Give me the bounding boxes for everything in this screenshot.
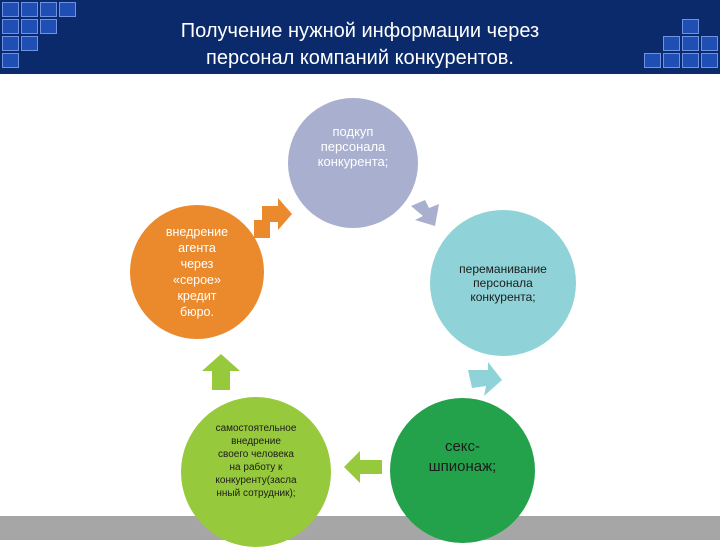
slide-title: Получение нужной информации через персонал компаний конкурентов. — [180, 20, 540, 69]
node-bribery — [288, 98, 418, 228]
node-sex-espionage-label: секс- шпионаж; — [428, 437, 497, 475]
node-planted-employee — [181, 397, 331, 547]
node-planted-employee-label: самостоятельное внедрение своего человека на работу к конкуренту(засла нный сотрудник); — [215, 423, 297, 499]
node-bribery-label: подкуп персонала конкурента; — [317, 123, 389, 169]
node-poaching-label: переманивание персонала конкурента; — [459, 262, 547, 304]
arrow-bottom-left-to-left — [200, 352, 242, 392]
arrow-right-to-bottom-right — [458, 362, 504, 402]
node-poaching — [430, 210, 576, 356]
node-agent-credit-bureau-label: внедрение агента через «серое» кредит бюро. — [165, 225, 229, 319]
arrow-top-to-right — [405, 192, 445, 232]
node-sex-espionage — [390, 398, 535, 543]
node-agent-credit-bureau — [130, 205, 264, 339]
slide-footer-bar — [0, 516, 720, 540]
slide-header — [0, 0, 720, 74]
arrow-left-to-top — [250, 198, 294, 240]
arrow-bottom-right-to-bottom-left — [342, 447, 386, 487]
